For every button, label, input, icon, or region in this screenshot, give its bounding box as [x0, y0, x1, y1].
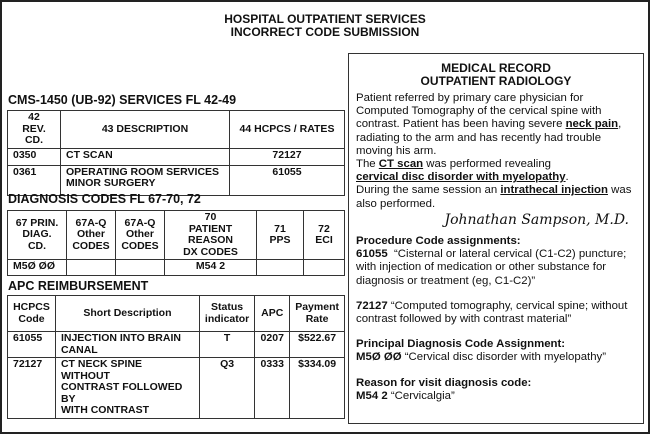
procedure-codes	[356, 235, 637, 288]
hdr-l1: 67 PRIN.	[15, 216, 59, 229]
diagnosis-heading: DIAGNOSIS CODES FL 67-70, 72	[8, 192, 201, 206]
short-description-cell	[55, 358, 199, 419]
desc-line-2: MINOR SURGERY	[66, 177, 156, 189]
payment-rate-cell: $334.09	[290, 358, 345, 419]
col-patient-reason	[165, 211, 257, 260]
hdr-l1: 67A-Q	[124, 216, 156, 229]
hdr-l1: 71	[274, 222, 286, 235]
reason-code: M54 2	[356, 389, 388, 402]
pps-cell	[257, 260, 304, 276]
services-heading: CMS-1450 (UB-92) SERVICES FL 42-49	[8, 93, 237, 107]
desc-line-3: WITH CONTRAST	[60, 404, 150, 416]
hdr-l2: Rate	[305, 312, 329, 325]
hdr-l3: CODES	[72, 239, 110, 252]
apc-heading: APC REIMBURSEMENT	[8, 279, 149, 293]
hdr-l1: HCPCS	[13, 301, 50, 313]
col-eci	[304, 211, 345, 260]
procedure-code-1: 61055	[356, 248, 388, 261]
hdr-l2: Other	[76, 228, 105, 241]
apc-cell: 0333	[255, 358, 290, 419]
services-table	[7, 110, 345, 196]
patient-reason-cell: M54 2	[165, 260, 257, 276]
narrative-text: was also performed.	[356, 184, 632, 210]
hcpcs-code-cell: 61055	[8, 332, 56, 358]
eci-cell	[304, 260, 345, 276]
col-description: 43 DESCRIPTION	[61, 111, 230, 149]
record-body	[349, 92, 643, 403]
other-codes-cell	[116, 260, 165, 276]
hdr-l1: Status	[211, 301, 244, 313]
hdr-l2: indicator	[204, 312, 250, 325]
record-title-line-2: OUTPATIENT RADIOLOGY	[420, 74, 572, 88]
prin-diag-cell: M5Ø ØØ	[8, 260, 67, 276]
reason-heading: Reason for visit diagnosis code:	[356, 376, 532, 389]
record-title-line-1: MEDICAL RECORD	[441, 61, 551, 75]
apc-header-row	[8, 296, 345, 332]
desc-line-1: OPERATING ROOM SERVICES	[66, 165, 220, 178]
record-title	[349, 62, 643, 88]
hdr-l1: Payment	[295, 301, 339, 313]
col-rev-cd-l1: 42	[28, 111, 40, 123]
hdr-l2: Code	[18, 312, 45, 325]
page-title	[0, 13, 650, 39]
hdr-l2: Other	[125, 228, 154, 241]
apc-table	[7, 295, 345, 419]
principal-diagnosis-text: “Cervical disc disorder with myelopathy”	[401, 351, 607, 364]
principal-diagnosis	[356, 338, 637, 364]
description-cell: CT SCAN	[61, 148, 230, 165]
col-status-indicator	[199, 296, 254, 332]
hdr-l3: CODES	[121, 239, 159, 252]
highlight-neck-pain: neck pain	[565, 118, 619, 131]
highlight-intrathecal-injection: intrathecal injection	[500, 184, 608, 197]
payment-rate-cell: $522.67	[290, 332, 345, 358]
table-row	[8, 358, 345, 419]
col-prin-diag	[8, 211, 67, 260]
status-indicator-cell: T	[199, 332, 254, 358]
short-description-cell: INJECTION INTO BRAIN CANAL	[55, 332, 199, 358]
medical-record-box	[348, 53, 644, 424]
physician-signature: Johnathan Sampson, M.D.	[444, 211, 629, 228]
apc-cell: 0207	[255, 332, 290, 358]
hdr-l1: 67A-Q	[75, 216, 107, 229]
narrative-text: The	[356, 158, 379, 171]
hcpcs-cell: 61055	[230, 165, 345, 195]
col-pps	[257, 211, 304, 260]
procedure-code-2: 72127	[356, 299, 388, 312]
procedure-text-1: “Cisternal or lateral cervical (C1-C2) puncture; with injection of medication or other substance for diagnosis or treatment (eg, C1-C2)”	[356, 248, 630, 287]
hdr-l2: DIAG. CD.	[22, 228, 52, 252]
narrative-text: was performed revealing	[423, 158, 551, 171]
title-line-1: HOSPITAL OUTPATIENT SERVICES	[224, 12, 426, 26]
rev-cd-cell: 0361	[8, 165, 61, 195]
hcpcs-cell: 72127	[230, 148, 345, 165]
table-row	[8, 260, 345, 276]
col-other-codes-1	[67, 211, 116, 260]
procedure-text-2: “Computed tomography, cervical spine; without contrast followed by with contrast material”	[356, 299, 628, 326]
other-codes-cell	[67, 260, 116, 276]
hdr-l2: PATIENT REASON	[188, 222, 233, 246]
col-apc: APC	[255, 296, 290, 332]
col-short-description: Short Description	[55, 296, 199, 332]
principal-diagnosis-code: M5Ø ØØ	[356, 351, 402, 364]
narrative-text: Patient referred by primary care physician for Computed Tomography of the cervical spine with contrast. Patient has been having severe	[356, 92, 602, 131]
diagnosis-table	[7, 210, 345, 276]
col-hcpcs-code	[8, 296, 56, 332]
col-hcpcs-rates: 44 HCPCS / RATES	[230, 111, 345, 149]
table-row	[8, 148, 345, 165]
highlight-ct-scan: CT scan	[378, 158, 424, 171]
reason-for-visit	[356, 377, 637, 403]
col-payment-rate	[290, 296, 345, 332]
principal-diagnosis-heading: Principal Diagnosis Code Assignment:	[356, 338, 566, 351]
hdr-l1: 70	[204, 211, 217, 223]
narrative-text: .	[565, 171, 569, 184]
services-header-row	[8, 111, 345, 149]
diagnosis-header-row	[8, 211, 345, 260]
reason-text: “Cervicalgia”	[387, 389, 455, 402]
table-row	[8, 165, 345, 195]
hdr-l2: PPS	[269, 234, 291, 246]
procedure-heading: Procedure Code assignments:	[356, 235, 521, 248]
record-narrative	[356, 92, 637, 211]
narrative-text: During the same session an	[356, 184, 501, 197]
hdr-l3: DX CODES	[183, 245, 238, 258]
desc-line-2: CONTRAST FOLLOWED BY	[60, 381, 183, 405]
col-rev-cd	[8, 111, 61, 149]
hdr-l2: ECI	[315, 234, 333, 246]
col-other-codes-2	[116, 211, 165, 260]
description-cell	[61, 165, 230, 195]
desc-line-1: CT NECK SPINE WITHOUT	[60, 358, 143, 382]
highlight-diagnosis: cervical disc disorder with myelopathy	[356, 171, 566, 184]
procedure-code-2-block	[356, 300, 637, 326]
status-indicator-cell: Q3	[199, 358, 254, 419]
title-line-2: INCORRECT CODE SUBMISSION	[230, 25, 420, 39]
table-row	[8, 332, 345, 358]
hdr-l1: 72	[318, 222, 330, 235]
hcpcs-code-cell: 72127	[8, 358, 56, 419]
rev-cd-cell: 0350	[8, 148, 61, 165]
col-rev-cd-l2: REV. CD.	[22, 122, 46, 146]
narrative-text: , radiating to the arm and has recently had trouble moving his arm.	[356, 118, 622, 157]
